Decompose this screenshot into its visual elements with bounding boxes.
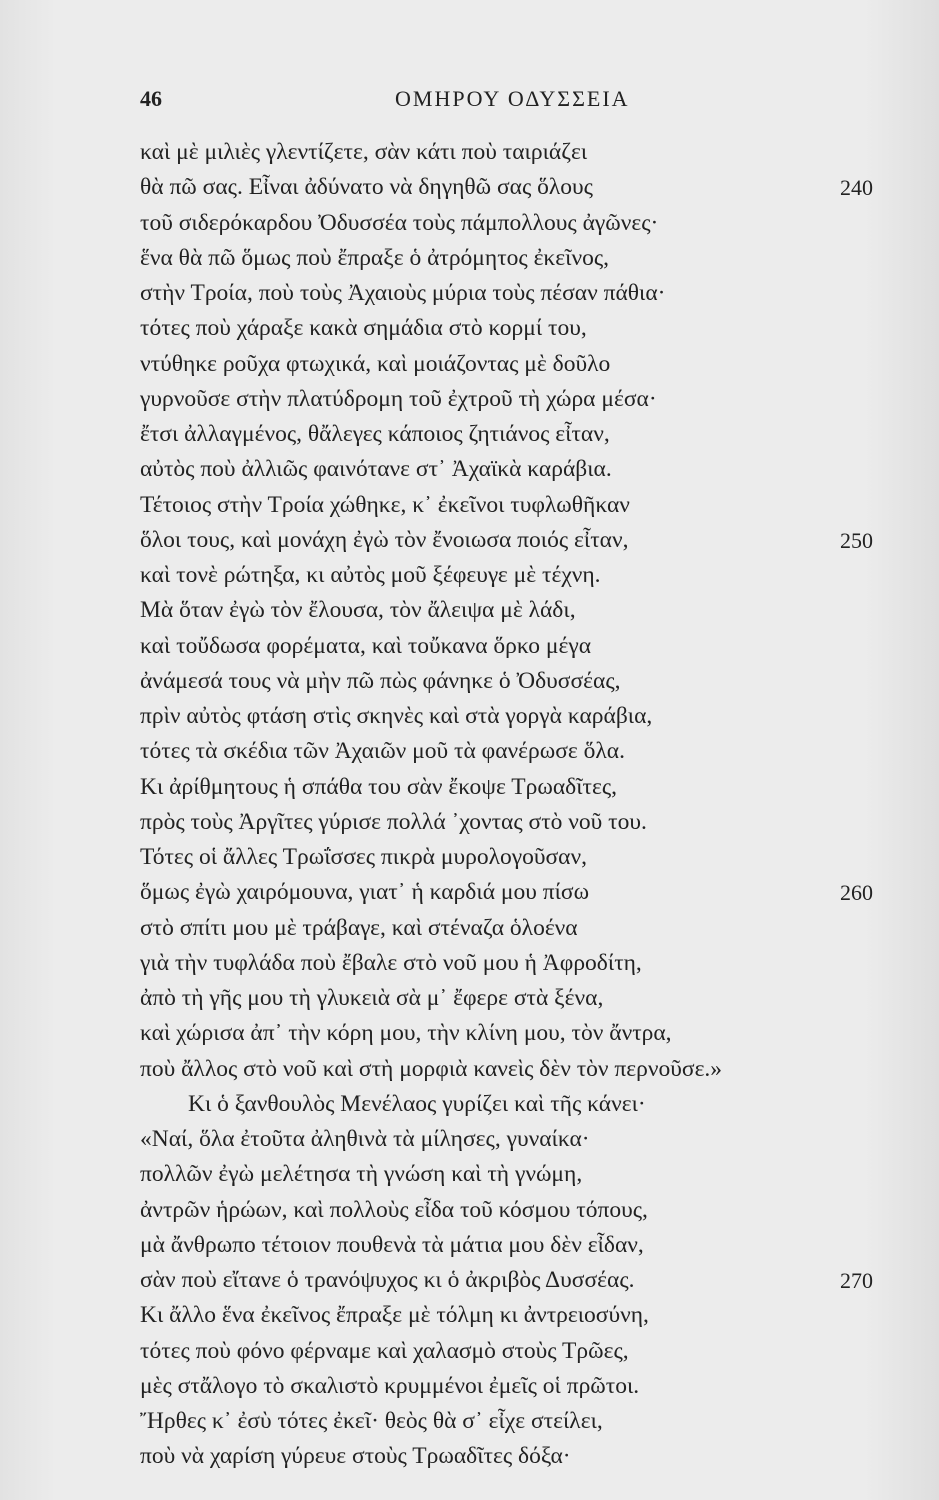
- verse-line: [140, 734, 900, 769]
- verse-text: Ἤρθες κ᾽ ἐσὺ τότες ἐκεῖ· θεὸς θὰ σ᾽ εἶχε στείλει,: [140, 1408, 603, 1434]
- page-header: [0, 86, 939, 116]
- verse-text: σὰν ποὺ εἴτανε ὁ τρανόψυχος κι ὁ ἀκριβὸς Δυσσέας.: [140, 1267, 635, 1293]
- running-title: ΟΜΗΡΟΥ ΟΔΥΣΣΕΙΑ: [395, 86, 630, 111]
- verse-text: Τότες οἱ ἄλλες Τρωΐσσες πικρὰ μυρολογοῦσαν,: [140, 844, 587, 870]
- verse-text: ἀνάμεσά τους νὰ μὴν πῶ πὼς φάνηκε ὁ Ὀδυσσέας,: [140, 667, 621, 694]
- verse-text: ἕνα θὰ πῶ ὅμως ποὺ ἔπραξε ὁ ἀτρόμητος ἐκεῖνος,: [140, 244, 610, 271]
- verse-text: ὅμως ἐγὼ χαιρόμουνα, γιατ᾽ ἡ καρδιά μου πίσω: [140, 879, 590, 906]
- verse-text: στὸ σπίτι μου μὲ τράβαγε, καὶ στέναζα ὁλοένα: [140, 914, 578, 941]
- verse-line: [140, 452, 900, 487]
- verse-line: [140, 488, 900, 523]
- verse-text: ποὺ νὰ χαρίση γύρευε στοὺς Τρωαδῖτες δόξα·: [140, 1443, 571, 1470]
- verse-text: μὰ ἄνθρωπο τέτοιον πουθενὰ τὰ μάτια μου δὲν εἶδαν,: [140, 1231, 644, 1258]
- verse-text: ποὺ ἄλλος στὸ νοῦ καὶ στὴ μορφιὰ κανεὶς δὲν τὸν περνοῦσε.»: [140, 1055, 723, 1082]
- verse-line: [140, 699, 900, 734]
- verse-text: ἀπὸ τὴ γῆς μου τὴ γλυκειὰ σὰ μ᾽ ἔφερε στὰ ξένα,: [140, 985, 604, 1011]
- line-number: 260: [840, 880, 873, 906]
- verse-text: πρὶν αὐτὸς φτάση στὶς σκηνὲς καὶ στὰ γοργὰ καράβια,: [140, 703, 653, 729]
- verse-line: [140, 311, 900, 346]
- line-number: 240: [840, 175, 873, 201]
- verse-line: [140, 382, 900, 417]
- verse-text: ἔτσι ἀλλαγμένος, θἄλεγες κάποιος ζητιάνος εἶταν,: [140, 421, 610, 447]
- verse-text: αὐτὸς ποὺ ἀλλιῶς φαινότανε στ᾽ Ἀχαϊκὰ καράβια.: [140, 456, 612, 483]
- verse-line: [140, 1228, 900, 1263]
- verse-text: πρὸς τοὺς Ἀργῖτες γύρισε πολλά ᾽χοντας στὸ νοῦ του.: [140, 808, 647, 835]
- verse-text: στὴν Τροία, ποὺ τοὺς Ἀχαιοὺς μύρια τοὺς πέσαν πάθια·: [140, 280, 666, 306]
- verse-text: μὲς στἄλογο τὸ σκαλιστὸ κρυμμένοι ἐμεῖς οἱ πρῶτοι.: [140, 1372, 640, 1399]
- verse-line: [140, 981, 900, 1016]
- verse-line: [140, 1016, 900, 1051]
- verse-text: πολλῶν ἐγὼ μελέτησα τὴ γνώση καὶ τὴ γνώμη,: [140, 1161, 583, 1188]
- verse-text: Κι ἄλλο ἕνα ἐκεῖνος ἔπραξε μὲ τόλμη κι ἀντρειοσύνη,: [140, 1302, 649, 1329]
- line-number: 250: [840, 527, 873, 553]
- verse-text: τοῦ σιδερόκαρδου Ὀδυσσέα τοὺς πάμπολλους ἀγῶνες·: [140, 209, 659, 236]
- verse-line: [140, 417, 900, 452]
- verse-text: γυρνοῦσε στὴν πλατύδρομη τοῦ ἐχτροῦ τὴ χώρα μέσα·: [140, 385, 657, 412]
- verse-line: [140, 1052, 900, 1087]
- verse-line: [140, 135, 900, 170]
- verse-text: ὅλοι τους, καὶ μονάχη ἐγὼ τὸν ἔνοιωσα ποιός εἶταν,: [140, 526, 629, 553]
- verse-block: [140, 135, 900, 1475]
- verse-line: [140, 1122, 900, 1157]
- verse-line: [140, 1298, 900, 1333]
- verse-line: [140, 1087, 900, 1122]
- verse-line: [140, 946, 900, 981]
- verse-line: [140, 1439, 900, 1474]
- verse-text: θὰ πῶ σας. Εἶναι ἀδύνατο νὰ δηγηθῶ σας ὅλους: [140, 174, 593, 201]
- verse-line: [140, 1369, 900, 1404]
- verse-text: τότες ποὺ φόνο φέρναμε καὶ χαλασμὸ στοὺς Τρῶες,: [140, 1337, 629, 1364]
- verse-line: [140, 1193, 900, 1228]
- verse-line: [140, 593, 900, 628]
- verse-text: Τέτοιος στὴν Τροία χώθηκε, κ᾽ ἐκεῖνοι τυφλωθῆκαν: [140, 491, 630, 518]
- verse-text: Μὰ ὅταν ἐγὼ τὸν ἔλουσα, τὸν ἄλειψα μὲ λάδι,: [140, 597, 576, 624]
- verse-line: [140, 840, 900, 875]
- verse-text: τότες τὰ σκέδια τῶν Ἀχαιῶν μοῦ τὰ φανέρωσε ὅλα.: [140, 738, 625, 765]
- verse-text: καὶ τονὲ ρώτηξα, κι αὐτὸς μοῦ ξέφευγε μὲ τέχνη.: [140, 562, 601, 588]
- verse-line: [140, 206, 900, 241]
- verse-line: [140, 170, 900, 205]
- verse-line: [140, 911, 900, 946]
- verse-text: ἀντρῶν ἡρώων, καὶ πολλοὺς εἶδα τοῦ κόσμου τόπους,: [140, 1196, 648, 1223]
- verse-line: [140, 1157, 900, 1192]
- verse-line: [140, 1263, 900, 1298]
- verse-line: [140, 347, 900, 382]
- verse-line: [140, 523, 900, 558]
- verse-line: [140, 1334, 900, 1369]
- verse-text: Κι ὁ ξανθουλὸς Μενέλαος γυρίζει καὶ τῆς κάνει·: [188, 1090, 646, 1117]
- verse-text: γιὰ τὴν τυφλάδα ποὺ ἔβαλε στὸ νοῦ μου ἡ Ἀφροδίτη,: [140, 949, 642, 976]
- verse-text: καὶ μὲ μιλιὲς γλεντίζετε, σὰν κάτι ποὺ ταιριάζει: [140, 139, 588, 165]
- verse-line: [140, 1404, 900, 1439]
- verse-text: καὶ τοὔδωσα φορέματα, καὶ τοὔκανα ὅρκο μέγα: [140, 632, 592, 659]
- verse-line: [140, 805, 900, 840]
- verse-text: «Ναί, ὅλα ἐτοῦτα ἀληθινὰ τὰ μίλησες, γυναίκα·: [140, 1126, 590, 1152]
- verse-line: [140, 558, 900, 593]
- verse-line: [140, 241, 900, 276]
- verse-line: [140, 276, 900, 311]
- page-number: 46: [140, 86, 162, 111]
- verse-line: [140, 629, 900, 664]
- verse-text: καὶ χώρισα ἀπ᾽ τὴν κόρη μου, τὴν κλίνη μου, τὸν ἄντρα,: [140, 1020, 672, 1047]
- verse-text: Κι ἀρίθμητους ἡ σπάθα του σὰν ἔκοψε Τρωαδῖτες,: [140, 773, 618, 800]
- verse-text: ντύθηκε ροῦχα φτωχικά, καὶ μοιάζοντας μὲ δοῦλο: [140, 350, 611, 377]
- verse-line: [140, 664, 900, 699]
- verse-line: [140, 770, 900, 805]
- verse-line: [140, 875, 900, 910]
- verse-text: τότες ποὺ χάραξε κακὰ σημάδια στὸ κορμί του,: [140, 315, 587, 342]
- line-number: 270: [840, 1268, 873, 1293]
